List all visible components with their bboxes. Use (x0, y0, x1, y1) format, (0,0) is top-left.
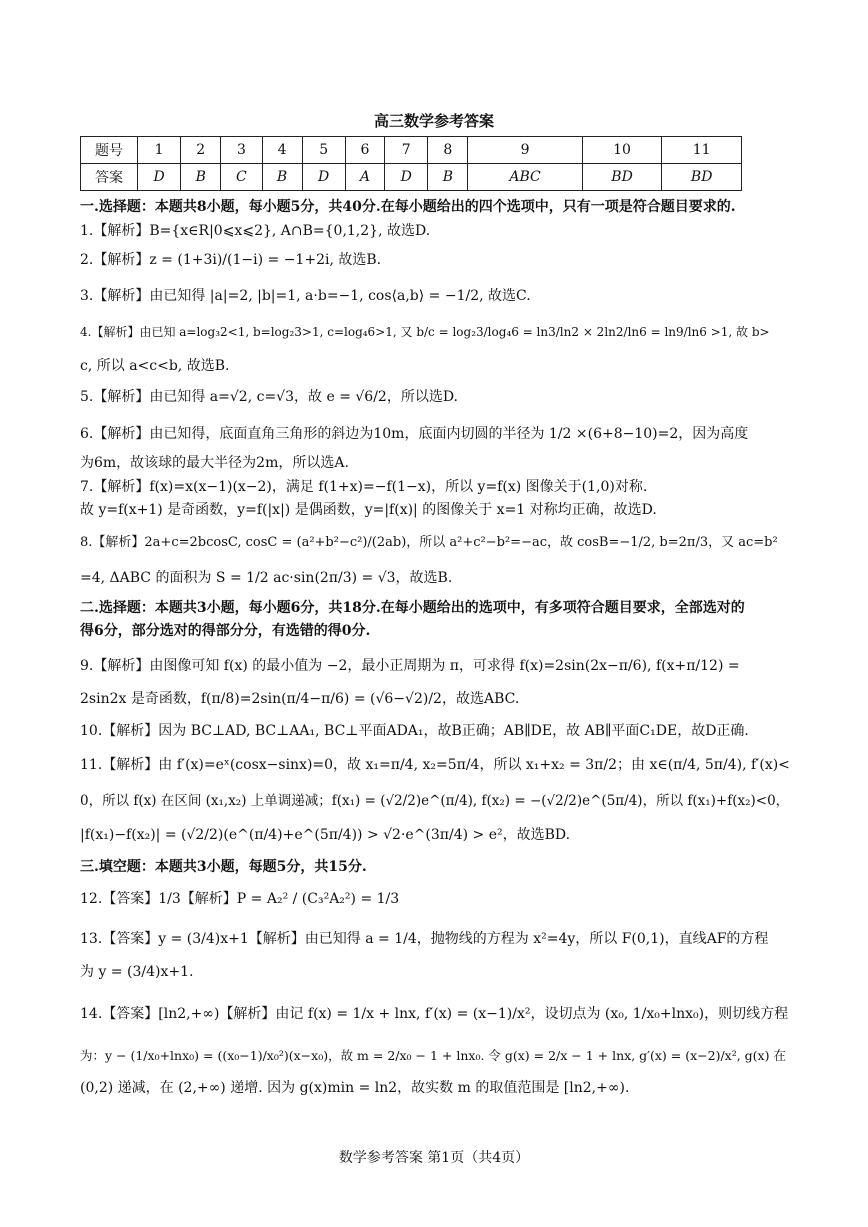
solution-line: 0，所以 f(x) 在区间 (x₁,x₂) 上单调递减；f(x₁) = (√2/2)e^(π/4), f(x₂) = −(√2/2)e^(5π/4)，所以 f(x₁)+f(x₂)<0， (80, 793, 790, 809)
solution-line: 14.【答案】[ln2,+∞)【解析】由记 f(x) = 1/x + lnx, f′(x) = (x−1)/x²，设切点为 (x₀, 1/x₀+lnx₀)，则切线方程 (80, 1006, 789, 1022)
answer-cell: D (138, 164, 181, 191)
section-heading-fill: 三.填空题：本题共3小题，每题5分，共15分. (80, 859, 367, 875)
solution-line: (0,2) 递减，在 (2,+∞) 递增. 因为 g(x)min = ln2，故实数 m 的取值范围是 [ln2,+∞). (80, 1080, 630, 1096)
solution-line: 2sin2x 是奇函数，f(π/8)=2sin(π/4−π/6) = (√6−√2)/2，故选ABC. (80, 691, 520, 707)
question-number: 7 (385, 137, 428, 164)
solution-line: 6.【解析】由已知得，底面直角三角形的斜边为10m，底面内切圆的半径为 1/2 ×(6+8−10)=2，因为高度 (80, 426, 749, 442)
question-number: 4 (262, 137, 302, 164)
solution-line: |f(x₁)−f(x₂)| = (√2/2)(e^(π/4)+e^(5π/4)) > √2·e^(3π/4) > e²，故选BD. (80, 827, 571, 843)
page-footer: 数学参考答案 第1页（共4页） (338, 1150, 530, 1166)
answer-cell: B (428, 164, 468, 191)
solution-line: 3.【解析】由已知得 |a|=2, |b|=1, a·b=−1, cos⟨a,b⟩ = −1/2, 故选C. (80, 288, 531, 304)
question-number: 3 (221, 137, 262, 164)
solution-line: 8.【解析】2a+c=2bcosC, cosC = (a²+b²−c²)/(2ab)，所以 a²+c²−b²=−ac，故 cosB=−1/2, b=2π/3，又 ac=b² (80, 535, 778, 550)
solution-line: 故 y=f(x+1) 是奇函数，y=f(|x|) 是偶函数，y=|f(x)| 的图像关于 x=1 对称均正确，故选D. (80, 502, 657, 518)
solution-line: 10.【解析】因为 BC⊥AD, BC⊥AA₁, BC⊥平面ADA₁，故B正确；AB∥DE，故 AB∥平面C₁DE，故D正确. (80, 723, 749, 739)
solution-line: 1.【解析】B={x∈R|0⩽x⩽2}, A∩B={0,1,2}, 故选D. (80, 223, 431, 239)
section-heading-choice: 一.选择题：本题共8小题，每小题5分，共40分.在每小题给出的四个选项中，只有一项是符合题目要求的. (80, 199, 736, 215)
question-number: 9 (468, 137, 582, 164)
answer-table-answer-row (81, 164, 742, 191)
row-header-number: 题号 (81, 137, 138, 164)
answer-cell: A (345, 164, 384, 191)
solution-line: =4, ΔABC 的面积为 S = 1/2 ac·sin(2π/3) = √3，故选B. (80, 570, 453, 586)
question-number: 2 (181, 137, 221, 164)
solution-line: 2.【解析】z = (1+3i)/(1−i) = −1+2i, 故选B. (80, 252, 382, 268)
page-title: 高三数学参考答案 (373, 112, 494, 130)
question-number: 5 (302, 137, 345, 164)
solution-line: 13.【答案】y = (3/4)x+1【解析】由已知得 a = 1/4，抛物线的方程为 x²=4y，所以 F(0,1)，直线AF的方程 (80, 931, 769, 947)
solution-line: 4.【解析】由已知 a=log₃2<1, b=log₂3>1, c=log₄6>1, 又 b/c = log₂3/log₄6 = ln3/ln2 × 2ln2/ln6 = ln9/ln6 >1, 故 b> (80, 325, 770, 339)
solution-line: 为 y = (3/4)x+1. (80, 964, 194, 980)
answer-cell: ABC (468, 164, 582, 191)
solution-line: 9.【解析】由图像可知 f(x) 的最小值为 −2，最小正周期为 π，可求得 f(x)=2sin(2x−π/6), f(x+π/12) = (80, 658, 740, 674)
solution-line: 11.【解析】由 f′(x)=eˣ(cosx−sinx)=0，故 x₁=π/4, x₂=5π/4，所以 x₁+x₂ = 3π/2；由 x∈(π/4, 5π/4), f′(x)< (80, 757, 790, 773)
answer-cell: D (302, 164, 345, 191)
solution-line: 7.【解析】f(x)=x(x−1)(x−2)，满足 f(1+x)=−f(1−x)，所以 y=f(x) 图像关于(1,0)对称. (80, 479, 648, 495)
answer-cell: B (181, 164, 221, 191)
question-number: 10 (582, 137, 662, 164)
solution-line: 12.【答案】1/3【解析】P = A₂² / (C₃²A₂²) = 1/3 (80, 891, 400, 907)
question-number: 6 (345, 137, 384, 164)
answer-cell: BD (662, 164, 742, 191)
section-heading-multi: 二.选择题：本题共3小题，每小题6分，共18分.在每小题给出的选项中，有多项符合题目要求，全部选对的 (80, 600, 745, 616)
answer-cell: B (262, 164, 302, 191)
question-number: 8 (428, 137, 468, 164)
row-header-answer: 答案 (81, 164, 138, 191)
question-number: 11 (662, 137, 742, 164)
solution-line: 为：y − (1/x₀+lnx₀) = ((x₀−1)/x₀²)(x−x₀)，故 m = 2/x₀ − 1 + lnx₀. 令 g(x) = 2/x − 1 + lnx, g′(x) = (x−2)/x², g(x) 在 (80, 1048, 786, 1063)
solution-line: 5.【解析】由已知得 a=√2, c=√3，故 e = √6/2，所以选D. (80, 389, 459, 405)
question-number: 1 (138, 137, 181, 164)
answer-cell: D (385, 164, 428, 191)
solution-line: c, 所以 a<c<b, 故选B. (80, 358, 230, 374)
solution-line: 为6m，故该球的最大半径为2m，所以选A. (80, 455, 349, 471)
answer-cell: BD (582, 164, 662, 191)
answer-table-number-row (81, 137, 742, 164)
section-heading-multi-cont: 得6分，部分选对的得部分分，有选错的得0分. (80, 623, 371, 639)
answer-cell: C (221, 164, 262, 191)
answer-table (80, 136, 742, 191)
